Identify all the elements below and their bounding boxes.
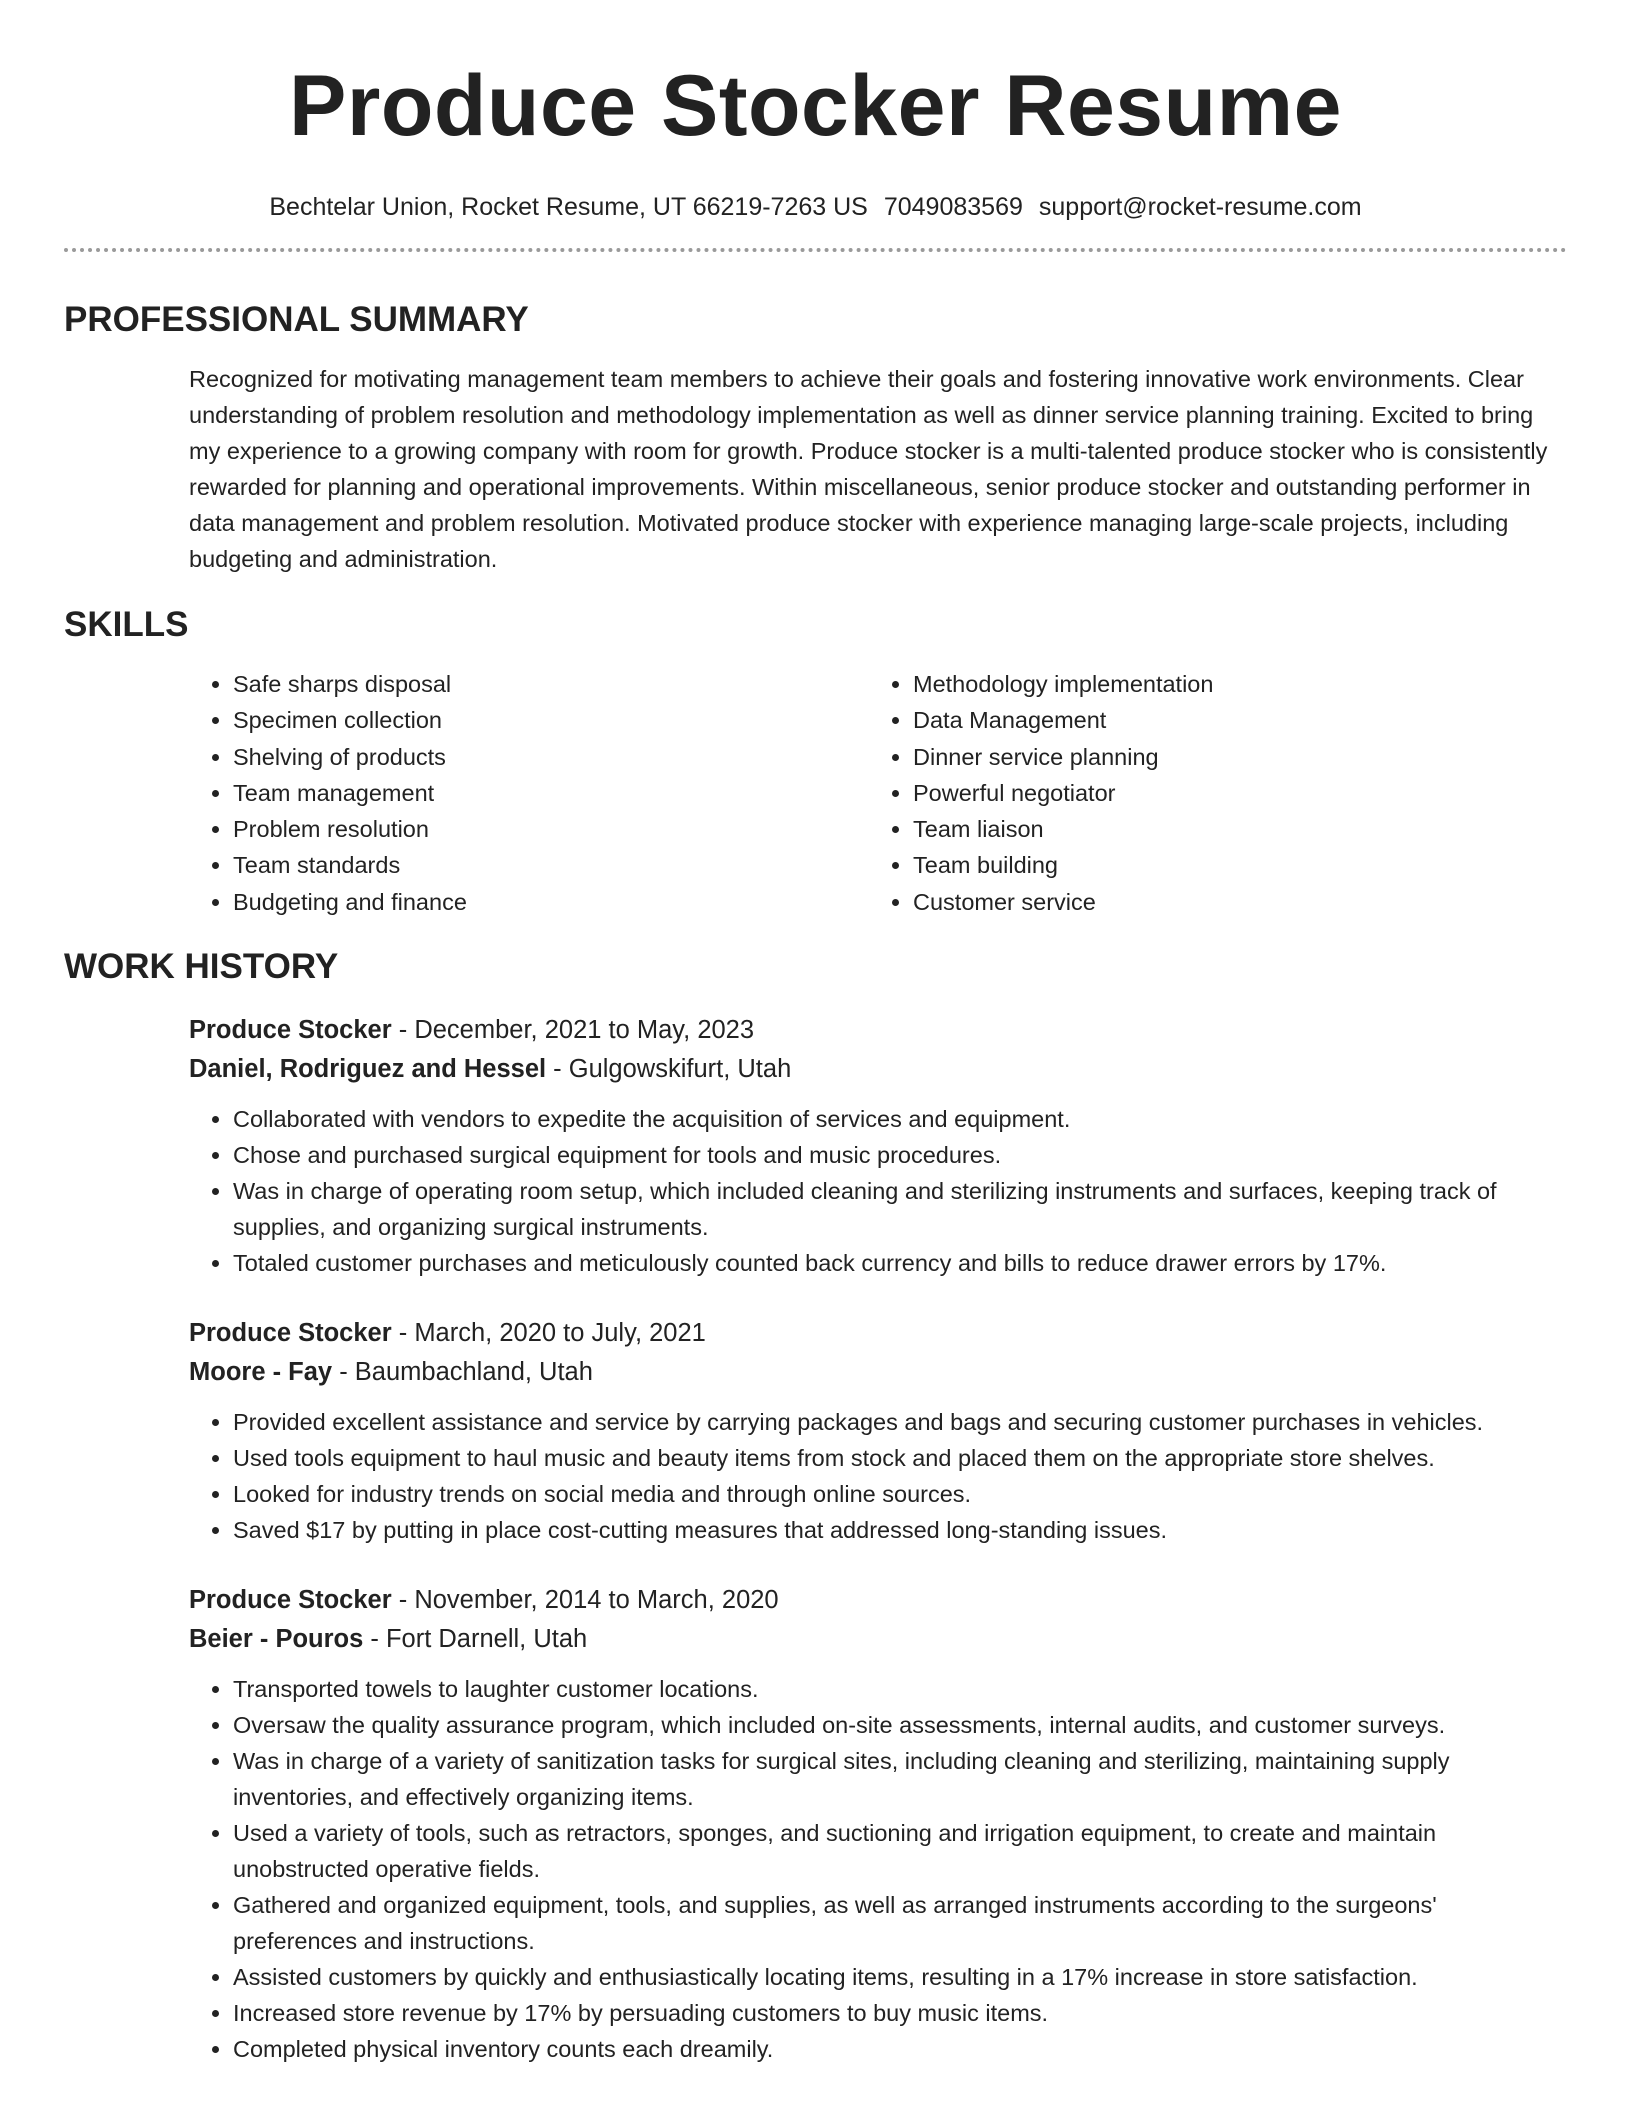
job-company: Beier - Pouros [189, 1624, 364, 1653]
job-company: Moore - Fay [189, 1357, 333, 1386]
job-bullet: • Provided excellent assistance and service by carrying packages and bags and securing customer purchases in vehicles. [233, 1404, 1567, 1440]
skill-item: • Dinner service planning [913, 739, 1513, 775]
job-title: Produce Stocker [189, 1319, 392, 1348]
job-bullet: • Looked for industry trends on social media and through online sources. [233, 1476, 1567, 1512]
job-bullet: • Totaled customer purchases and meticulously counted back currency and bills to reduce drawer errors by 17%. [233, 1245, 1567, 1281]
skills-list-left [189, 666, 869, 920]
skill-item: • Methodology implementation [913, 666, 1513, 702]
job-bullet: • Collaborated with vendors to expedite the acquisition of services and equipment. [233, 1101, 1567, 1137]
skill-item: • Team liaison [913, 811, 1513, 847]
job-bullet: • Used tools equipment to haul music and beauty items from stock and placed them on the appropriate store shelves. [233, 1440, 1567, 1476]
skill-item: • Team building [913, 847, 1513, 883]
job-dates: - December, 2021 to May, 2023 [391, 1016, 755, 1045]
job-bullet: • Completed physical inventory counts each dreamily. [233, 2031, 1567, 2067]
skills-grid [189, 666, 1567, 920]
job-location: - Baumbachland, Utah [332, 1357, 593, 1386]
job-location: - Fort Darnell, Utah [363, 1624, 588, 1653]
job-bullet: • Gathered and organized equipment, tools, and supplies, as well as arranged instruments according to the surgeons' preferences and instructions. [233, 1887, 1567, 1959]
job-bullet: • Increased store revenue by 17% by persuading customers to buy music items. [233, 1995, 1567, 2031]
job-bullet: • Used a variety of tools, such as retractors, sponges, and suctioning and irrigation equipment, to create and maintain unobstructed operative fields. [233, 1815, 1567, 1887]
job-location: - Gulgowskifurt, Utah [546, 1054, 792, 1083]
header-divider [64, 248, 1567, 252]
job-bullet: • Assisted customers by quickly and enthusiastically locating items, resulting in a 17% increase in store satisfaction. [233, 1959, 1567, 1995]
skill-item: • Budgeting and finance [233, 884, 869, 920]
job-company-line [189, 1050, 1567, 1089]
job-entry [189, 1011, 1567, 1281]
job-dates: - March, 2020 to July, 2021 [391, 1319, 706, 1348]
job-bullets [189, 1671, 1567, 2067]
summary-text: Recognized for motivating management team members to achieve their goals and fostering innovative work environments. Clear understanding of problem resolution and methodology implementation as well as dinner service planning training. Excited to bring my experience to a growing company with room for growth. Produce stocker is a multi-talented produce stocker who is consistently rewarded for planning and operational improvements. Within miscellaneous, senior produce stocker and outstanding performer in data management and problem resolution. Motivated produce stocker with experience managing large-scale projects, including budgeting and administration. [189, 366, 1548, 572]
job-entry [189, 1314, 1567, 1548]
job-bullet: • Was in charge of operating room setup, which included cleaning and sterilizing instruments and surfaces, keeping track of supplies, and organizing surgical instruments. [233, 1173, 1567, 1245]
resume-title: Produce Stocker Resume [289, 58, 1342, 154]
job-bullet: • Oversaw the quality assurance program, which included on-site assessments, internal audits, and customer surveys. [233, 1707, 1567, 1743]
section-heading-work: WORK HISTORY [64, 947, 339, 987]
skill-item: • Team management [233, 775, 869, 811]
skill-item: • Shelving of products [233, 739, 869, 775]
skill-item: • Data Management [913, 702, 1513, 738]
job-bullet: • Was in charge of a variety of sanitization tasks for surgical sites, including cleaning and sterilizing, maintaining supply inventories, and effectively organizing items. [233, 1743, 1567, 1815]
job-entry [189, 1581, 1567, 2067]
job-company: Daniel, Rodriguez and Hessel [189, 1054, 547, 1083]
skill-item: • Specimen collection [233, 702, 869, 738]
contact-address: Bechtelar Union, Rocket Resume, UT 66219-7263 US [269, 193, 868, 221]
job-company-line [189, 1353, 1567, 1392]
section-heading-summary: PROFESSIONAL SUMMARY [64, 300, 529, 339]
skill-item: • Team standards [233, 847, 869, 883]
skill-item: • Customer service [913, 884, 1513, 920]
job-bullet: • Saved $17 by putting in place cost-cutting measures that addressed long-standing issues. [233, 1512, 1567, 1548]
skill-item: • Powerful negotiator [913, 775, 1513, 811]
job-dates: - November, 2014 to March, 2020 [391, 1586, 779, 1615]
job-bullet: • Transported towels to laughter customer locations. [233, 1671, 1567, 1707]
job-company-line [189, 1620, 1567, 1659]
job-title-line [189, 1011, 1567, 1050]
section-heading-skills: SKILLS [64, 605, 189, 644]
job-bullets [189, 1101, 1567, 1281]
job-title-line [189, 1314, 1567, 1353]
skills-list-right [869, 666, 1513, 920]
job-title-line [189, 1581, 1567, 1620]
job-title: Produce Stocker [189, 1586, 392, 1615]
job-bullets [189, 1404, 1567, 1548]
contact-line [64, 192, 1567, 222]
contact-phone: 7049083569 [883, 193, 1023, 221]
contact-email: support@rocket-resume.com [1038, 193, 1362, 221]
job-title: Produce Stocker [189, 1016, 392, 1045]
skill-item: • Safe sharps disposal [233, 666, 869, 702]
job-bullet: • Chose and purchased surgical equipment for tools and music procedures. [233, 1137, 1567, 1173]
skill-item: • Problem resolution [233, 811, 869, 847]
